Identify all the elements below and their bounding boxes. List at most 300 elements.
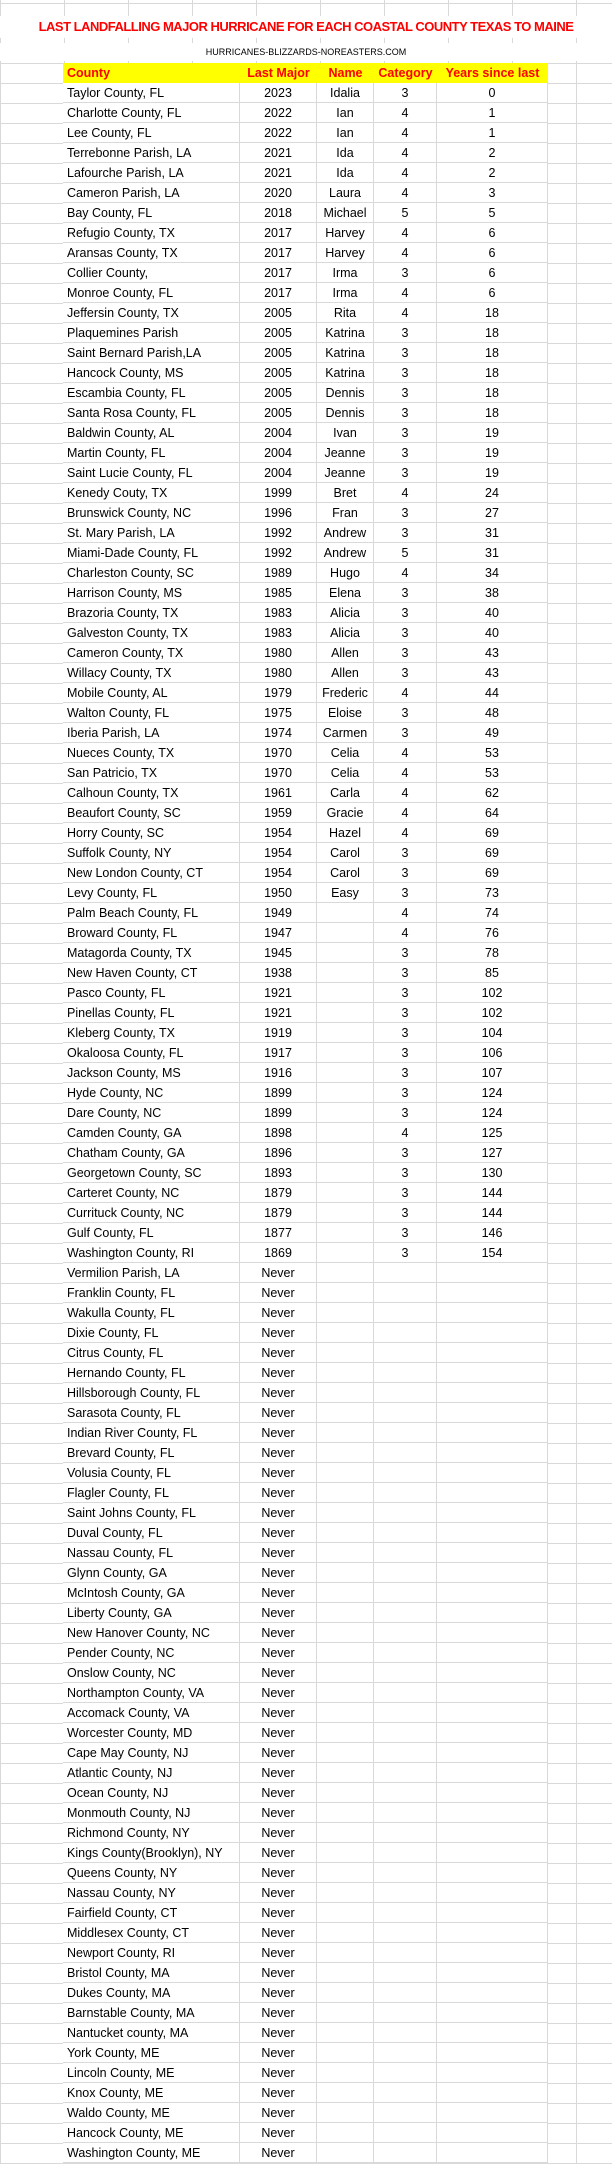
hurricane-name-cell[interactable]: Irma: [317, 283, 374, 302]
hurricane-name-cell[interactable]: [317, 2043, 374, 2062]
years-since-cell[interactable]: [437, 2143, 548, 2162]
hurricane-name-cell[interactable]: [317, 1283, 374, 1302]
hurricane-name-cell[interactable]: [317, 1783, 374, 1802]
county-cell[interactable]: Pender County, NC: [63, 1643, 240, 1662]
years-since-cell[interactable]: 3: [437, 183, 548, 202]
county-cell[interactable]: Dukes County, MA: [63, 1983, 240, 2002]
hurricane-name-cell[interactable]: Andrew: [317, 523, 374, 542]
county-cell[interactable]: Levy County, FL: [63, 883, 240, 902]
last-major-cell[interactable]: 1980: [240, 663, 317, 682]
years-since-cell[interactable]: 18: [437, 303, 548, 322]
county-cell[interactable]: Onslow County, NC: [63, 1663, 240, 1682]
category-cell[interactable]: [374, 1303, 437, 1322]
category-cell[interactable]: [374, 1863, 437, 1882]
years-since-cell[interactable]: 19: [437, 423, 548, 442]
hurricane-name-cell[interactable]: [317, 2083, 374, 2102]
last-major-cell[interactable]: 2005: [240, 403, 317, 422]
last-major-cell[interactable]: 1919: [240, 1023, 317, 1042]
category-cell[interactable]: [374, 1323, 437, 1342]
hurricane-name-cell[interactable]: Allen: [317, 663, 374, 682]
last-major-cell[interactable]: Never: [240, 1583, 317, 1602]
years-since-cell[interactable]: [437, 1503, 548, 1522]
last-major-cell[interactable]: Never: [240, 1983, 317, 2002]
county-cell[interactable]: Horry County, SC: [63, 823, 240, 842]
category-cell[interactable]: [374, 1383, 437, 1402]
category-cell[interactable]: 4: [374, 123, 437, 142]
last-major-cell[interactable]: Never: [240, 1763, 317, 1782]
years-since-cell[interactable]: 62: [437, 783, 548, 802]
years-since-cell[interactable]: 49: [437, 723, 548, 742]
years-since-cell[interactable]: 102: [437, 1003, 548, 1022]
years-since-cell[interactable]: [437, 2083, 548, 2102]
category-cell[interactable]: [374, 1403, 437, 1422]
last-major-cell[interactable]: Never: [240, 1743, 317, 1762]
category-cell[interactable]: 3: [374, 1143, 437, 1162]
last-major-cell[interactable]: 1954: [240, 863, 317, 882]
county-cell[interactable]: Washington County, ME: [63, 2143, 240, 2162]
county-cell[interactable]: Brunswick County, NC: [63, 503, 240, 522]
hurricane-name-cell[interactable]: Hugo: [317, 563, 374, 582]
last-major-cell[interactable]: 1877: [240, 1223, 317, 1242]
last-major-cell[interactable]: Never: [240, 1703, 317, 1722]
last-major-cell[interactable]: 1917: [240, 1043, 317, 1062]
county-cell[interactable]: Pasco County, FL: [63, 983, 240, 1002]
years-since-cell[interactable]: [437, 1723, 548, 1742]
hurricane-name-cell[interactable]: [317, 1943, 374, 1962]
county-cell[interactable]: Miami-Dade County, FL: [63, 543, 240, 562]
county-cell[interactable]: New London County, CT: [63, 863, 240, 882]
category-cell[interactable]: 4: [374, 163, 437, 182]
years-since-cell[interactable]: 76: [437, 923, 548, 942]
years-since-cell[interactable]: 31: [437, 523, 548, 542]
last-major-cell[interactable]: 1947: [240, 923, 317, 942]
category-cell[interactable]: 3: [374, 1163, 437, 1182]
category-cell[interactable]: 3: [374, 723, 437, 742]
last-major-cell[interactable]: Never: [240, 1383, 317, 1402]
hurricane-name-cell[interactable]: [317, 1123, 374, 1142]
hurricane-name-cell[interactable]: [317, 1903, 374, 1922]
last-major-cell[interactable]: 2005: [240, 343, 317, 362]
county-cell[interactable]: San Patricio, TX: [63, 763, 240, 782]
category-cell[interactable]: 3: [374, 983, 437, 1002]
years-since-cell[interactable]: 38: [437, 583, 548, 602]
last-major-cell[interactable]: 1992: [240, 523, 317, 542]
county-cell[interactable]: Aransas County, TX: [63, 243, 240, 262]
years-since-cell[interactable]: 144: [437, 1183, 548, 1202]
category-cell[interactable]: 3: [374, 863, 437, 882]
last-major-cell[interactable]: 1992: [240, 543, 317, 562]
county-cell[interactable]: Nassau County, NY: [63, 1883, 240, 1902]
last-major-cell[interactable]: Never: [240, 1463, 317, 1482]
hurricane-name-cell[interactable]: [317, 1623, 374, 1642]
category-cell[interactable]: 3: [374, 603, 437, 622]
county-cell[interactable]: Pinellas County, FL: [63, 1003, 240, 1022]
years-since-cell[interactable]: 31: [437, 543, 548, 562]
category-cell[interactable]: 4: [374, 763, 437, 782]
years-since-cell[interactable]: 144: [437, 1203, 548, 1222]
years-since-cell[interactable]: [437, 1423, 548, 1442]
county-cell[interactable]: Hancock County, MS: [63, 363, 240, 382]
category-cell[interactable]: 4: [374, 823, 437, 842]
hurricane-name-cell[interactable]: Fran: [317, 503, 374, 522]
last-major-cell[interactable]: 1893: [240, 1163, 317, 1182]
last-major-cell[interactable]: Never: [240, 1903, 317, 1922]
years-since-cell[interactable]: [437, 1783, 548, 1802]
county-cell[interactable]: Santa Rosa County, FL: [63, 403, 240, 422]
years-since-cell[interactable]: 5: [437, 203, 548, 222]
last-major-cell[interactable]: 2021: [240, 163, 317, 182]
category-cell[interactable]: 4: [374, 143, 437, 162]
hurricane-name-cell[interactable]: [317, 1363, 374, 1382]
category-cell[interactable]: [374, 1443, 437, 1462]
years-since-cell[interactable]: [437, 1943, 548, 1962]
county-cell[interactable]: Chatham County, GA: [63, 1143, 240, 1162]
county-cell[interactable]: Kleberg County, TX: [63, 1023, 240, 1042]
county-cell[interactable]: Mobile County, AL: [63, 683, 240, 702]
last-major-cell[interactable]: Never: [240, 1623, 317, 1642]
county-cell[interactable]: McIntosh County, GA: [63, 1583, 240, 1602]
last-major-cell[interactable]: Never: [240, 1483, 317, 1502]
hurricane-name-cell[interactable]: [317, 1543, 374, 1562]
county-cell[interactable]: Beaufort County, SC: [63, 803, 240, 822]
last-major-cell[interactable]: 1959: [240, 803, 317, 822]
category-cell[interactable]: 3: [374, 423, 437, 442]
last-major-cell[interactable]: 1938: [240, 963, 317, 982]
county-cell[interactable]: Flagler County, FL: [63, 1483, 240, 1502]
hurricane-name-cell[interactable]: [317, 1883, 374, 1902]
county-cell[interactable]: Saint Bernard Parish,LA: [63, 343, 240, 362]
hurricane-name-cell[interactable]: [317, 1083, 374, 1102]
hurricane-name-cell[interactable]: [317, 1683, 374, 1702]
county-cell[interactable]: Middlesex County, CT: [63, 1923, 240, 1942]
category-cell[interactable]: 3: [374, 583, 437, 602]
years-since-cell[interactable]: [437, 1603, 548, 1622]
category-cell[interactable]: [374, 1703, 437, 1722]
last-major-cell[interactable]: Never: [240, 1563, 317, 1582]
county-cell[interactable]: Hillsborough County, FL: [63, 1383, 240, 1402]
last-major-cell[interactable]: 1916: [240, 1063, 317, 1082]
last-major-cell[interactable]: 1989: [240, 563, 317, 582]
county-cell[interactable]: Charleston County, SC: [63, 563, 240, 582]
last-major-cell[interactable]: 1921: [240, 1003, 317, 1022]
hurricane-name-cell[interactable]: [317, 1003, 374, 1022]
last-major-cell[interactable]: 2004: [240, 443, 317, 462]
hurricane-name-cell[interactable]: [317, 983, 374, 1002]
category-cell[interactable]: 3: [374, 963, 437, 982]
last-major-cell[interactable]: 1879: [240, 1203, 317, 1222]
hurricane-name-cell[interactable]: [317, 1603, 374, 1622]
last-major-cell[interactable]: 2022: [240, 103, 317, 122]
hurricane-name-cell[interactable]: Easy: [317, 883, 374, 902]
county-cell[interactable]: Bristol County, MA: [63, 1963, 240, 1982]
category-cell[interactable]: 3: [374, 943, 437, 962]
hurricane-name-cell[interactable]: [317, 1423, 374, 1442]
county-cell[interactable]: Ocean County, NJ: [63, 1783, 240, 1802]
county-cell[interactable]: Cameron Parish, LA: [63, 183, 240, 202]
last-major-cell[interactable]: Never: [240, 1803, 317, 1822]
years-since-cell[interactable]: 6: [437, 283, 548, 302]
county-cell[interactable]: Terrebonne Parish, LA: [63, 143, 240, 162]
years-since-cell[interactable]: 85: [437, 963, 548, 982]
years-since-cell[interactable]: [437, 1263, 548, 1282]
county-cell[interactable]: Brevard County, FL: [63, 1443, 240, 1462]
category-cell[interactable]: 3: [374, 1083, 437, 1102]
hurricane-name-cell[interactable]: Frederic: [317, 683, 374, 702]
hurricane-name-cell[interactable]: [317, 1043, 374, 1062]
category-cell[interactable]: 3: [374, 443, 437, 462]
category-cell[interactable]: 5: [374, 543, 437, 562]
years-since-cell[interactable]: [437, 1283, 548, 1302]
county-cell[interactable]: Escambia County, FL: [63, 383, 240, 402]
county-cell[interactable]: Indian River County, FL: [63, 1423, 240, 1442]
county-cell[interactable]: Martin County, FL: [63, 443, 240, 462]
category-cell[interactable]: [374, 1883, 437, 1902]
hurricane-name-cell[interactable]: [317, 1523, 374, 1542]
years-since-cell[interactable]: [437, 1483, 548, 1502]
years-since-cell[interactable]: [437, 1363, 548, 1382]
last-major-cell[interactable]: 1979: [240, 683, 317, 702]
county-cell[interactable]: Hancock County, ME: [63, 2123, 240, 2142]
years-since-cell[interactable]: 44: [437, 683, 548, 702]
county-cell[interactable]: Bay County, FL: [63, 203, 240, 222]
hurricane-name-cell[interactable]: Dennis: [317, 403, 374, 422]
years-since-cell[interactable]: 40: [437, 623, 548, 642]
county-cell[interactable]: Baldwin County, AL: [63, 423, 240, 442]
years-since-cell[interactable]: 48: [437, 703, 548, 722]
last-major-cell[interactable]: Never: [240, 1943, 317, 1962]
last-major-cell[interactable]: Never: [240, 1603, 317, 1622]
last-major-cell[interactable]: 1869: [240, 1243, 317, 1262]
hurricane-name-cell[interactable]: [317, 2143, 374, 2162]
county-cell[interactable]: Walton County, FL: [63, 703, 240, 722]
hurricane-name-cell[interactable]: [317, 943, 374, 962]
category-cell[interactable]: 3: [374, 263, 437, 282]
years-since-cell[interactable]: 18: [437, 383, 548, 402]
hurricane-name-cell[interactable]: [317, 1983, 374, 2002]
hurricane-name-cell[interactable]: Rita: [317, 303, 374, 322]
last-major-cell[interactable]: Never: [240, 1883, 317, 1902]
years-since-cell[interactable]: 43: [437, 663, 548, 682]
last-major-cell[interactable]: 2005: [240, 383, 317, 402]
county-cell[interactable]: Wakulla County, FL: [63, 1303, 240, 1322]
hurricane-name-cell[interactable]: [317, 1223, 374, 1242]
hurricane-name-cell[interactable]: [317, 1583, 374, 1602]
hurricane-name-cell[interactable]: Allen: [317, 643, 374, 662]
years-since-cell[interactable]: [437, 1863, 548, 1882]
hurricane-name-cell[interactable]: [317, 1743, 374, 1762]
category-cell[interactable]: 4: [374, 683, 437, 702]
hurricane-name-cell[interactable]: [317, 1063, 374, 1082]
last-major-cell[interactable]: Never: [240, 1503, 317, 1522]
header-category[interactable]: Category: [378, 66, 433, 80]
last-major-cell[interactable]: 1921: [240, 983, 317, 1002]
hurricane-name-cell[interactable]: Hazel: [317, 823, 374, 842]
last-major-cell[interactable]: Never: [240, 1923, 317, 1942]
last-major-cell[interactable]: 1949: [240, 903, 317, 922]
hurricane-name-cell[interactable]: Gracie: [317, 803, 374, 822]
category-cell[interactable]: [374, 2023, 437, 2042]
county-cell[interactable]: Dare County, NC: [63, 1103, 240, 1122]
years-since-cell[interactable]: 125: [437, 1123, 548, 1142]
years-since-cell[interactable]: 104: [437, 1023, 548, 1042]
last-major-cell[interactable]: Never: [240, 1783, 317, 1802]
last-major-cell[interactable]: 1974: [240, 723, 317, 742]
category-cell[interactable]: [374, 1263, 437, 1282]
last-major-cell[interactable]: Never: [240, 2063, 317, 2082]
county-cell[interactable]: Refugio County, TX: [63, 223, 240, 242]
category-cell[interactable]: [374, 1783, 437, 1802]
category-cell[interactable]: [374, 1923, 437, 1942]
last-major-cell[interactable]: 2017: [240, 223, 317, 242]
county-cell[interactable]: Okaloosa County, FL: [63, 1043, 240, 1062]
years-since-cell[interactable]: 130: [437, 1163, 548, 1182]
category-cell[interactable]: 4: [374, 183, 437, 202]
county-cell[interactable]: St. Mary Parish, LA: [63, 523, 240, 542]
years-since-cell[interactable]: 19: [437, 463, 548, 482]
years-since-cell[interactable]: 18: [437, 323, 548, 342]
header-county[interactable]: County: [67, 66, 111, 80]
years-since-cell[interactable]: 69: [437, 863, 548, 882]
hurricane-name-cell[interactable]: Jeanne: [317, 443, 374, 462]
hurricane-name-cell[interactable]: Eloise: [317, 703, 374, 722]
category-cell[interactable]: 4: [374, 283, 437, 302]
hurricane-name-cell[interactable]: Elena: [317, 583, 374, 602]
hurricane-name-cell[interactable]: [317, 1643, 374, 1662]
last-major-cell[interactable]: Never: [240, 1683, 317, 1702]
category-cell[interactable]: 4: [374, 243, 437, 262]
category-cell[interactable]: 3: [374, 403, 437, 422]
last-major-cell[interactable]: Never: [240, 1963, 317, 1982]
category-cell[interactable]: 3: [374, 463, 437, 482]
hurricane-name-cell[interactable]: [317, 2123, 374, 2142]
category-cell[interactable]: 4: [374, 303, 437, 322]
county-cell[interactable]: New Haven County, CT: [63, 963, 240, 982]
years-since-cell[interactable]: [437, 2123, 548, 2142]
county-cell[interactable]: Matagorda County, TX: [63, 943, 240, 962]
county-cell[interactable]: Volusia County, FL: [63, 1463, 240, 1482]
county-cell[interactable]: Georgetown County, SC: [63, 1163, 240, 1182]
county-cell[interactable]: Cape May County, NJ: [63, 1743, 240, 1762]
category-cell[interactable]: 3: [374, 643, 437, 662]
years-since-cell[interactable]: [437, 1763, 548, 1782]
last-major-cell[interactable]: Never: [240, 1863, 317, 1882]
category-cell[interactable]: [374, 1683, 437, 1702]
category-cell[interactable]: 3: [374, 1203, 437, 1222]
category-cell[interactable]: [374, 1963, 437, 1982]
county-cell[interactable]: Fairfield County, CT: [63, 1903, 240, 1922]
hurricane-name-cell[interactable]: Katrina: [317, 363, 374, 382]
header-last-major[interactable]: Last Major: [247, 66, 310, 80]
hurricane-name-cell[interactable]: [317, 1263, 374, 1282]
years-since-cell[interactable]: [437, 1543, 548, 1562]
county-cell[interactable]: Queens County, NY: [63, 1863, 240, 1882]
last-major-cell[interactable]: 1975: [240, 703, 317, 722]
category-cell[interactable]: [374, 1483, 437, 1502]
category-cell[interactable]: [374, 1803, 437, 1822]
category-cell[interactable]: [374, 2063, 437, 2082]
last-major-cell[interactable]: Never: [240, 1403, 317, 1422]
county-cell[interactable]: Barnstable County, MA: [63, 2003, 240, 2022]
county-cell[interactable]: Atlantic County, NJ: [63, 1763, 240, 1782]
county-cell[interactable]: Iberia Parish, LA: [63, 723, 240, 742]
hurricane-name-cell[interactable]: [317, 1803, 374, 1822]
years-since-cell[interactable]: 6: [437, 263, 548, 282]
hurricane-name-cell[interactable]: [317, 1383, 374, 1402]
category-cell[interactable]: 3: [374, 1103, 437, 1122]
hurricane-name-cell[interactable]: Carla: [317, 783, 374, 802]
county-cell[interactable]: Kings County(Brooklyn), NY: [63, 1843, 240, 1862]
county-cell[interactable]: Harrison County, MS: [63, 583, 240, 602]
years-since-cell[interactable]: [437, 1903, 548, 1922]
last-major-cell[interactable]: 2004: [240, 423, 317, 442]
years-since-cell[interactable]: 102: [437, 983, 548, 1002]
last-major-cell[interactable]: 1899: [240, 1103, 317, 1122]
header-name[interactable]: Name: [328, 66, 363, 80]
category-cell[interactable]: 3: [374, 363, 437, 382]
last-major-cell[interactable]: 1945: [240, 943, 317, 962]
category-cell[interactable]: [374, 1903, 437, 1922]
last-major-cell[interactable]: 1898: [240, 1123, 317, 1142]
hurricane-name-cell[interactable]: Idalia: [317, 83, 374, 102]
hurricane-name-cell[interactable]: Andrew: [317, 543, 374, 562]
years-since-cell[interactable]: 69: [437, 823, 548, 842]
years-since-cell[interactable]: [437, 1563, 548, 1582]
years-since-cell[interactable]: 124: [437, 1083, 548, 1102]
county-cell[interactable]: Northampton County, VA: [63, 1683, 240, 1702]
years-since-cell[interactable]: 43: [437, 643, 548, 662]
category-cell[interactable]: 3: [374, 523, 437, 542]
category-cell[interactable]: 4: [374, 803, 437, 822]
county-cell[interactable]: Monmouth County, NJ: [63, 1803, 240, 1822]
category-cell[interactable]: 4: [374, 783, 437, 802]
category-cell[interactable]: 3: [374, 1043, 437, 1062]
category-cell[interactable]: [374, 1763, 437, 1782]
last-major-cell[interactable]: 1970: [240, 763, 317, 782]
county-cell[interactable]: Newport County, RI: [63, 1943, 240, 1962]
hurricane-name-cell[interactable]: Bret: [317, 483, 374, 502]
header-years-since[interactable]: Years since last: [445, 66, 540, 80]
years-since-cell[interactable]: [437, 1923, 548, 1942]
hurricane-name-cell[interactable]: Harvey: [317, 223, 374, 242]
hurricane-name-cell[interactable]: Michael: [317, 203, 374, 222]
hurricane-name-cell[interactable]: Ivan: [317, 423, 374, 442]
category-cell[interactable]: [374, 1983, 437, 2002]
hurricane-name-cell[interactable]: [317, 2063, 374, 2082]
years-since-cell[interactable]: [437, 1343, 548, 1362]
last-major-cell[interactable]: 1879: [240, 1183, 317, 1202]
county-cell[interactable]: Lafourche Parish, LA: [63, 163, 240, 182]
last-major-cell[interactable]: 1954: [240, 843, 317, 862]
years-since-cell[interactable]: [437, 1823, 548, 1842]
county-cell[interactable]: Nassau County, FL: [63, 1543, 240, 1562]
years-since-cell[interactable]: [437, 1703, 548, 1722]
years-since-cell[interactable]: 34: [437, 563, 548, 582]
last-major-cell[interactable]: 1954: [240, 823, 317, 842]
hurricane-name-cell[interactable]: [317, 1483, 374, 1502]
hurricane-name-cell[interactable]: Alicia: [317, 603, 374, 622]
county-cell[interactable]: Broward County, FL: [63, 923, 240, 942]
years-since-cell[interactable]: 24: [437, 483, 548, 502]
hurricane-name-cell[interactable]: [317, 1863, 374, 1882]
years-since-cell[interactable]: 78: [437, 943, 548, 962]
years-since-cell[interactable]: 19: [437, 443, 548, 462]
last-major-cell[interactable]: 1996: [240, 503, 317, 522]
hurricane-name-cell[interactable]: Katrina: [317, 323, 374, 342]
county-cell[interactable]: Jackson County, MS: [63, 1063, 240, 1082]
years-since-cell[interactable]: 154: [437, 1243, 548, 1262]
county-cell[interactable]: Lincoln County, ME: [63, 2063, 240, 2082]
category-cell[interactable]: 4: [374, 103, 437, 122]
